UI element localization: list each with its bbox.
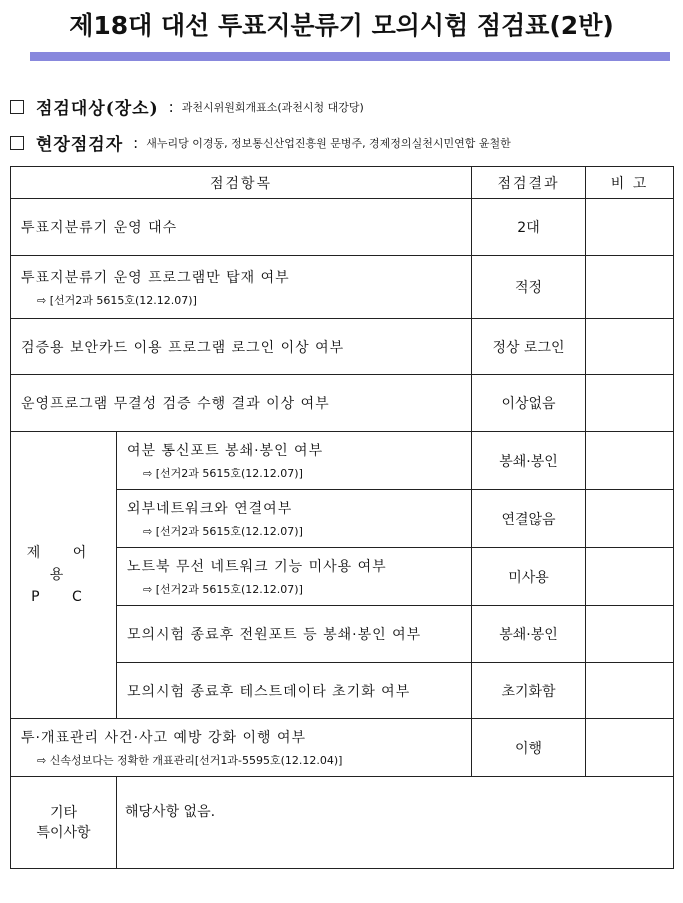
target-value: 과천시위원회개표소(과천시청 대강당) (181, 100, 364, 114)
row-result: 정상 로그인 (472, 319, 586, 375)
table-row (11, 432, 674, 490)
page-title: 제18대 대선 투표지분류기 모의시험 점검표(2반) (69, 11, 614, 40)
other-label (11, 777, 117, 869)
row-result: 연결않음 (472, 490, 586, 548)
row-result: 봉쇄·봉인 (472, 432, 586, 490)
row-item: 모의시험 종료후 전원포트 등 봉쇄·봉인 여부 (117, 606, 472, 663)
other-label-line1: 기타 (49, 804, 78, 821)
row-note (586, 490, 674, 548)
table-header-row (11, 167, 674, 199)
row-note (586, 606, 674, 663)
row-item: 외부네트워크와 연결여부 (127, 501, 293, 517)
row-note (586, 199, 674, 256)
row-item: 투표지분류기 운영 프로그램만 탑재 여부 (21, 269, 290, 286)
inspector-label: 현장점검자 (36, 135, 124, 155)
other-label-line2: 특이사항 (36, 824, 91, 841)
row-item: 투·개표관리 사건·사고 예방 강화 이행 여부 (21, 730, 307, 746)
row-reference: ⇨ 신속성보다는 정확한 개표관리[선거1과-5595호(12.12.04)] (37, 754, 343, 767)
row-item-cell (11, 719, 472, 777)
pc-label-line2: P C (31, 589, 96, 605)
row-result: 이행 (472, 719, 586, 777)
table-row (11, 375, 674, 432)
target-checkbox[interactable] (10, 100, 24, 114)
row-result: 봉쇄·봉인 (472, 606, 586, 663)
row-item: 투표지분류기 운영 대수 (11, 199, 472, 256)
row-result: 미사용 (472, 548, 586, 606)
header-item: 점검항목 (11, 167, 472, 199)
row-result: 2대 (472, 199, 586, 256)
row-item-cell (117, 490, 472, 548)
row-item-cell (117, 432, 472, 490)
title-underline (30, 52, 670, 61)
inspector-separator: : (133, 133, 139, 152)
row-reference: ⇨ [선거2과 5615호(12.12.07)] (143, 583, 303, 596)
table-row (11, 199, 674, 256)
row-note (586, 432, 674, 490)
row-item: 노트북 무선 네트워크 기능 미사용 여부 (127, 559, 387, 575)
checklist-table (10, 166, 674, 869)
row-note (586, 375, 674, 432)
target-label: 점검대상(장소) (36, 99, 159, 119)
row-note (586, 719, 674, 777)
pc-label-line1: 제 어 용 (26, 545, 101, 583)
header-result: 점검결과 (472, 167, 586, 199)
row-reference: ⇨ [선거2과 5615호(12.12.07)] (143, 467, 303, 480)
target-separator: : (168, 97, 174, 116)
inspector-value: 새누리당 이경동, 정보통신산업진흥원 문병주, 경제정의실천시민연합 윤철한 (146, 136, 511, 150)
row-result: 초기화함 (472, 663, 586, 719)
row-item: 모의시험 종료후 테스트데이타 초기화 여부 (117, 663, 472, 719)
table-row (11, 256, 674, 319)
header-note: 비 고 (586, 167, 674, 199)
table-row (11, 777, 674, 869)
row-item: 검증용 보안카드 이용 프로그램 로그인 이상 여부 (11, 319, 472, 375)
inspector-info (10, 130, 511, 155)
target-info (10, 94, 364, 119)
inspector-checkbox[interactable] (10, 136, 24, 150)
row-note (586, 256, 674, 319)
row-item: 운영프로그램 무결성 검증 수행 결과 이상 여부 (11, 375, 472, 432)
row-reference: ⇨ [선거2과 5615호(12.12.07)] (143, 525, 303, 538)
pc-group-label (11, 432, 117, 719)
row-result: 적정 (472, 256, 586, 319)
row-note (586, 663, 674, 719)
row-reference: ⇨ [선거2과 5615호(12.12.07)] (37, 293, 197, 307)
row-result: 이상없음 (472, 375, 586, 432)
table-row (11, 719, 674, 777)
other-value: 해당사항 없음. (117, 777, 674, 869)
row-note (586, 319, 674, 375)
table-row (11, 319, 674, 375)
row-item-cell (117, 548, 472, 606)
row-item: 여분 통신포트 봉쇄·봉인 여부 (127, 443, 324, 459)
row-item-cell (11, 256, 472, 319)
row-note (586, 548, 674, 606)
